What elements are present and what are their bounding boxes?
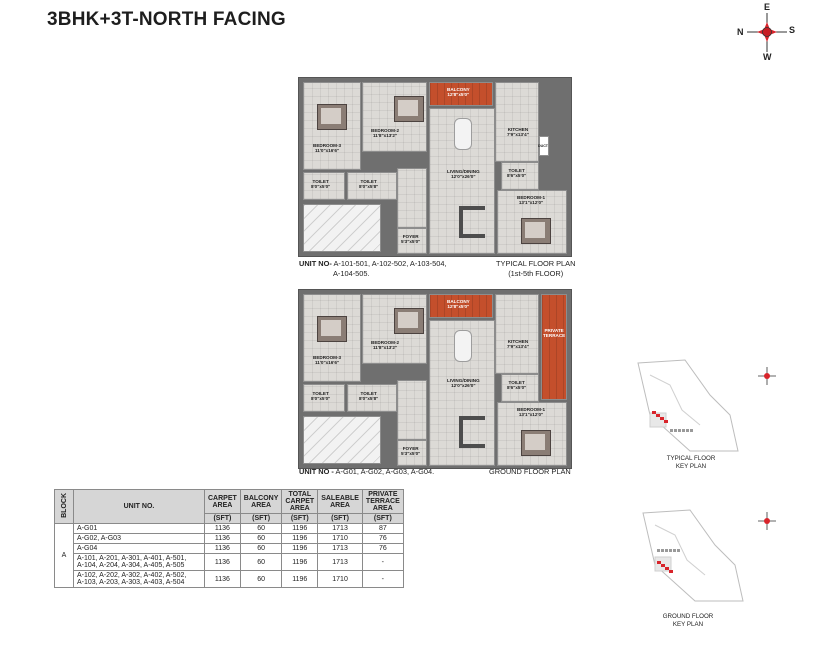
header-total: TOTAL CARPET AREA bbox=[282, 490, 318, 514]
saleable-cell: 1710 bbox=[318, 571, 363, 588]
carpet-cell: 1136 bbox=[205, 554, 241, 571]
total-cell: 1196 bbox=[282, 571, 318, 588]
key-plan-compass-icon bbox=[757, 511, 777, 531]
terrace-cell: 76 bbox=[362, 544, 403, 554]
saleable-cell: 1710 bbox=[318, 534, 363, 544]
room-passage bbox=[397, 168, 427, 228]
dining-table-icon bbox=[454, 118, 472, 150]
room-passage bbox=[397, 380, 427, 440]
room-label-balcony: BALCONY 12'8"x5'0" bbox=[447, 299, 470, 310]
room-label-kitchen: KITCHEN 7'9"x13'4" bbox=[507, 127, 529, 138]
compass-north: N bbox=[737, 27, 744, 37]
room-label-toilet-3: TOILET 8'6"x5'0" bbox=[507, 168, 527, 179]
table-row bbox=[55, 554, 404, 571]
key-plan-compass-icon bbox=[757, 366, 777, 386]
terrace-cell: 76 bbox=[362, 534, 403, 544]
room-label-bedroom-2: BEDROOM-2 11'8"x13'2" bbox=[371, 128, 400, 139]
unit-no-list: A-101-501, A-102-502, A-103-504, bbox=[331, 259, 447, 268]
compass-south: S bbox=[789, 25, 796, 35]
header-sft: (SFT) bbox=[240, 514, 282, 524]
room-label-bedroom-1: BEDROOM-1 13'1"x12'0" bbox=[517, 407, 546, 418]
room-label-foyer: FOYER 5'3"x5'0" bbox=[401, 446, 421, 457]
compass bbox=[733, 2, 803, 62]
carpet-cell: 1136 bbox=[205, 571, 241, 588]
staircase bbox=[303, 416, 381, 464]
total-cell: 1196 bbox=[282, 534, 318, 544]
dining-table-icon bbox=[454, 330, 472, 362]
room-label-toilet-1: TOILET 8'0"x5'0" bbox=[311, 179, 331, 190]
header-block bbox=[55, 490, 74, 524]
total-cell: 1196 bbox=[282, 554, 318, 571]
header-carpet: CARPET AREA bbox=[205, 490, 241, 514]
typical-plan-caption bbox=[496, 259, 575, 279]
unit-no-label: UNIT NO- bbox=[299, 259, 332, 268]
balcony-cell: 60 bbox=[240, 554, 282, 571]
table-header-row bbox=[55, 490, 404, 514]
ground-floor-plan bbox=[298, 289, 572, 469]
terrace-cell: - bbox=[362, 571, 403, 588]
compass-west: W bbox=[763, 52, 772, 62]
room-private-terrace bbox=[541, 294, 567, 400]
bed-icon bbox=[317, 104, 347, 130]
header-sft: (SFT) bbox=[362, 514, 403, 524]
unit-cell: A-G01 bbox=[74, 524, 205, 534]
total-cell: 1196 bbox=[282, 544, 318, 554]
sofa-icon bbox=[459, 206, 485, 238]
balcony-cell: 60 bbox=[240, 544, 282, 554]
header-block-label: BLOCK bbox=[60, 493, 68, 518]
room-label-duct: DUCT bbox=[538, 144, 548, 148]
bed-icon bbox=[394, 308, 424, 334]
typical-floor-plan bbox=[298, 77, 572, 257]
bed-icon bbox=[521, 430, 551, 456]
compass-rose-icon bbox=[733, 2, 803, 62]
area-table bbox=[54, 489, 404, 588]
saleable-cell: 1713 bbox=[318, 554, 363, 571]
room-label-toilet-2: TOILET 8'0"x5'8" bbox=[359, 179, 379, 190]
ground-plan-title: GROUND FLOOR PLAN bbox=[489, 467, 571, 476]
room-label-balcony: BALCONY 12'8"x5'0" bbox=[447, 87, 470, 98]
balcony-cell: 60 bbox=[240, 534, 282, 544]
page-title: 3BHK+3T-NORTH FACING bbox=[47, 9, 286, 30]
bed-icon bbox=[317, 316, 347, 342]
unit-no-list: A-G01, A-G02, A-G03, A-G04. bbox=[333, 467, 435, 476]
compass-east: E bbox=[764, 2, 771, 12]
header-sft: (SFT) bbox=[205, 514, 241, 524]
room-label-toilet-3: TOILET 8'6"x5'0" bbox=[507, 380, 527, 391]
table-row bbox=[55, 571, 404, 588]
table-row bbox=[55, 544, 404, 554]
saleable-cell: 1713 bbox=[318, 544, 363, 554]
ground-key-plan-label: GROUND FLOOR KEY PLAN bbox=[662, 613, 714, 629]
ground-plan-caption bbox=[489, 467, 571, 477]
terrace-cell: 87 bbox=[362, 524, 403, 534]
saleable-cell: 1713 bbox=[318, 524, 363, 534]
terrace-cell: - bbox=[362, 554, 403, 571]
key-plan-site-icon bbox=[630, 355, 740, 455]
header-saleable: SALEABLE AREA bbox=[318, 490, 363, 514]
bed-icon bbox=[521, 218, 551, 244]
room-label-bedroom-3: BEDROOM-3 11'0"x16'6" bbox=[313, 143, 342, 154]
carpet-cell: 1136 bbox=[205, 544, 241, 554]
staircase bbox=[303, 204, 381, 252]
room-label-terrace: PRIVATE TERRACE bbox=[543, 328, 566, 339]
header-sft: (SFT) bbox=[318, 514, 363, 524]
room-label-toilet-2: TOILET 8'0"x5'8" bbox=[359, 391, 379, 402]
unit-cell: A-102, A-202, A-302, A-402, A-502, A-103, A-203, A-303, A-403, A-504 bbox=[74, 571, 205, 588]
room-label-bedroom-2: BEDROOM-2 11'8"x13'2" bbox=[371, 340, 400, 351]
typical-key-plan bbox=[630, 355, 740, 455]
typical-plan-title: TYPICAL FLOOR PLAN bbox=[496, 259, 576, 268]
typical-plan-units bbox=[299, 259, 446, 279]
unit-cell: A-G02, A-G03 bbox=[74, 534, 205, 544]
header-unit: UNIT NO. bbox=[74, 490, 205, 524]
unit-no-list-2: A-104-505. bbox=[333, 268, 370, 278]
header-terrace: PRIVATE TERRACE AREA bbox=[362, 490, 403, 514]
room-kitchen bbox=[495, 294, 539, 374]
table-row bbox=[55, 524, 404, 534]
key-plan-site-icon bbox=[635, 505, 745, 605]
bed-icon bbox=[394, 96, 424, 122]
unit-cell: A-G04 bbox=[74, 544, 205, 554]
room-label-foyer: FOYER 5'3"x5'0" bbox=[401, 234, 421, 245]
room-label-kitchen: KITCHEN 7'9"x13'4" bbox=[507, 339, 529, 350]
unit-cell: A-101, A-201, A-301, A-401, A-501, A-104, A-204, A-304, A-405, A-505 bbox=[74, 554, 205, 571]
balcony-cell: 60 bbox=[240, 571, 282, 588]
table-row bbox=[55, 534, 404, 544]
typical-key-plan-label: TYPICAL FLOOR KEY PLAN bbox=[666, 455, 716, 471]
block-cell: A bbox=[55, 524, 74, 588]
header-sft: (SFT) bbox=[282, 514, 318, 524]
unit-no-label: UNIT NO - bbox=[299, 467, 334, 476]
room-kitchen bbox=[495, 82, 539, 162]
ground-key-plan bbox=[635, 505, 745, 605]
carpet-cell: 1136 bbox=[205, 534, 241, 544]
room-label-bedroom-1: BEDROOM-1 13'1"x12'0" bbox=[517, 195, 546, 206]
total-cell: 1196 bbox=[282, 524, 318, 534]
sofa-icon bbox=[459, 416, 485, 448]
ground-plan-units bbox=[299, 467, 434, 477]
balcony-cell: 60 bbox=[240, 524, 282, 534]
room-label-living: LIVING/DINING 12'0"x26'0" bbox=[447, 169, 480, 180]
carpet-cell: 1136 bbox=[205, 524, 241, 534]
room-label-toilet-1: TOILET 8'0"x5'0" bbox=[311, 391, 331, 402]
room-label-bedroom-3: BEDROOM-3 11'0"x16'6" bbox=[313, 355, 342, 366]
typical-plan-floors: (1st-5th FLOOR) bbox=[508, 268, 564, 278]
room-label-living: LIVING/DINING 12'0"x26'0" bbox=[447, 378, 480, 389]
header-balcony: BALCONY AREA bbox=[240, 490, 282, 514]
